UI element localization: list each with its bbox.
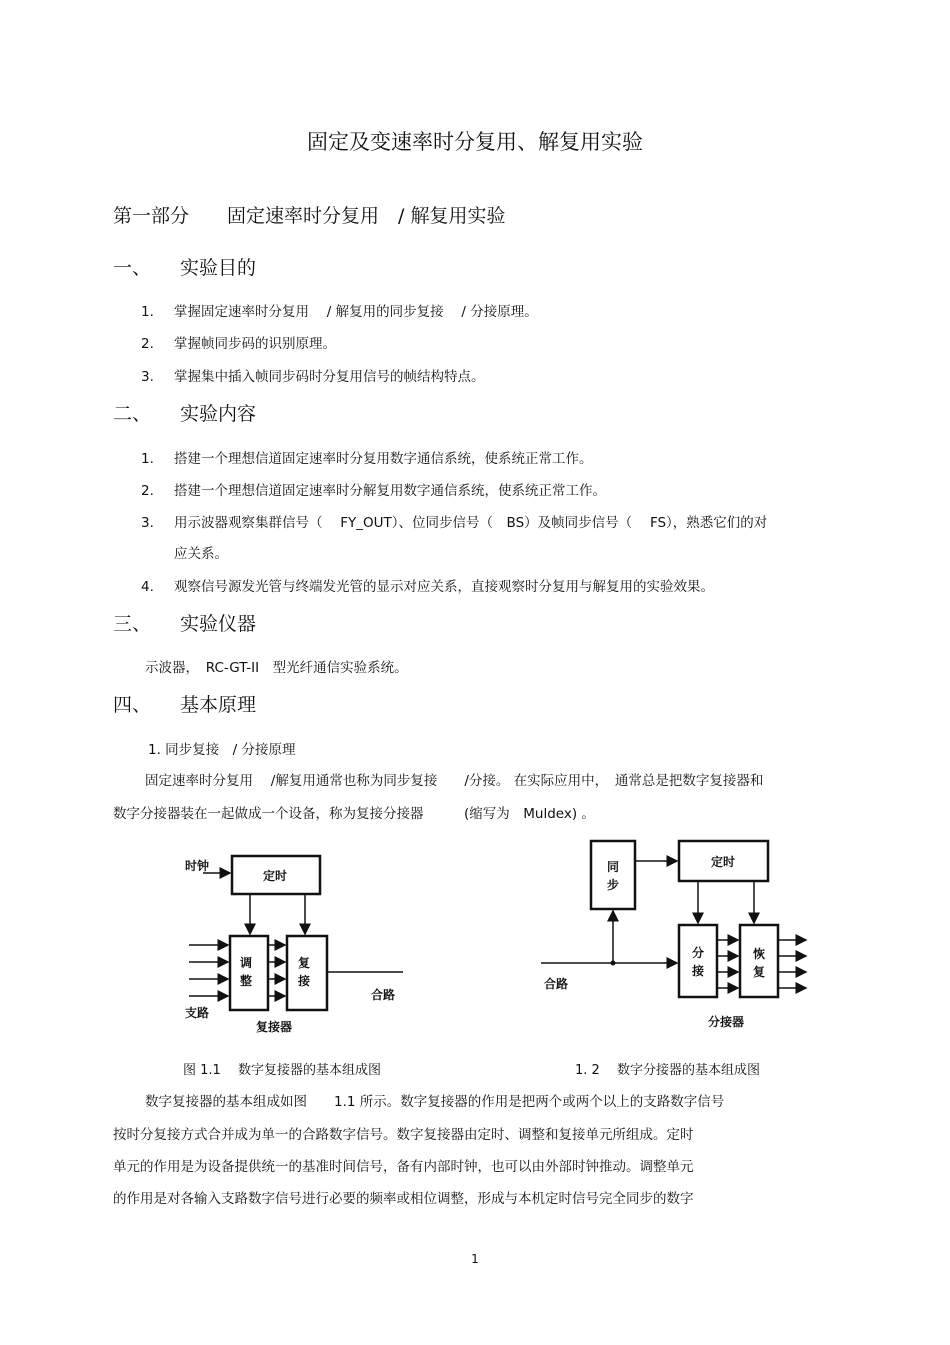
- junction-dot: [611, 961, 616, 966]
- adjust-label: 调: [240, 956, 253, 970]
- recover-label: 恢: [753, 947, 766, 961]
- section-number: 四、: [113, 694, 152, 716]
- mux-label: 复: [298, 956, 311, 970]
- list-text: 掌握集中插入帧同步码时分复用信号的帧结构特点。: [174, 369, 485, 385]
- figure-multiplexer: [175, 845, 415, 1040]
- section-heading-objectives: [113, 253, 256, 280]
- mux-block: [287, 936, 327, 1010]
- list-text: 掌握帧同步码的识别原理。: [174, 336, 336, 352]
- section-number: 三、: [113, 613, 152, 635]
- figure-caption: 1. 2 数字分接器的基本组成图: [575, 1063, 760, 1078]
- list-number: 3.: [141, 369, 154, 385]
- list-number: 1.: [141, 304, 154, 320]
- adjust-label: 整: [240, 974, 253, 988]
- adjust-block: [230, 936, 268, 1010]
- section-heading-instruments: [113, 609, 256, 636]
- demux-label: 分: [692, 946, 705, 960]
- list-number: 1.: [141, 451, 154, 467]
- section-title: 实验仪器: [180, 613, 257, 635]
- list-item: [141, 300, 538, 320]
- list-item: [141, 365, 485, 385]
- recover-label: 复: [753, 965, 766, 979]
- list-text: 观察信号源发光管与终端发光管的显示对应关系，直接观察时分复用与解复用的实验效果。: [174, 579, 714, 595]
- list-item: [141, 511, 767, 531]
- mux-label: 接: [298, 974, 311, 988]
- timing-label: 定时: [263, 869, 288, 883]
- list-text: 用示波器观察集群信号（ FY_OUT）、位同步信号（ BS）及帧同步信号（ FS），熟悉它们的对: [174, 515, 768, 531]
- timing-label: 定时: [711, 855, 736, 869]
- figure-name-label: 复接器: [256, 1020, 293, 1034]
- list-item-continuation: 应关系。: [174, 546, 228, 562]
- recover-block: [740, 925, 778, 997]
- list-number: 2.: [141, 483, 154, 499]
- page-number: 1: [471, 1252, 479, 1266]
- demux-block: [679, 925, 717, 997]
- paragraph-line: 固定速率时分复用 /解复用通常也称为同步复接 /分接。 在实际应用中， 通常总是把数字复接器和: [145, 773, 764, 789]
- list-text: 掌握固定速率时分复用 / 解复用的同步复接 / 分接原理。: [174, 304, 538, 320]
- paragraph-line: 单元的作用是为设备提供统一的基准时间信号，备有内部时钟，也可以由外部时钟推动。调整单元: [113, 1159, 694, 1175]
- subheading: 1. 同步复接 / 分接原理: [148, 742, 296, 758]
- section-number: 二、: [113, 403, 152, 425]
- demux-label: 接: [692, 964, 705, 978]
- figure-caption: 图 1.1 数字复接器的基本组成图: [183, 1063, 381, 1078]
- branch-label: 支路: [185, 1006, 210, 1020]
- figure-demultiplexer: [536, 836, 816, 1036]
- list-item: [141, 447, 593, 467]
- paragraph-line: 数字复接器的基本组成如图 1.1 所示。数字复接器的作用是把两个或两个以上的支路数字信号: [145, 1094, 725, 1110]
- combined-label: 合路: [371, 988, 396, 1002]
- list-number: 4.: [141, 579, 154, 595]
- paragraph-line: 数字分接器装在一起做成一个设备，称为复接分接器 (缩写为 Muldex) 。: [113, 806, 595, 822]
- list-text: 搭建一个理想信道固定速率时分解复用数字通信系统，使系统正常工作。: [174, 483, 606, 499]
- paragraph-line: 的作用是对各输入支路数字信号进行必要的频率或相位调整，形成与本机定时信号完全同步的数字: [113, 1191, 694, 1207]
- list-item: [141, 575, 714, 595]
- section-title: 实验内容: [180, 403, 257, 425]
- section-title: 基本原理: [180, 694, 257, 716]
- section-heading-contents: [113, 399, 256, 426]
- list-text: 搭建一个理想信道固定速率时分复用数字通信系统，使系统正常工作。: [174, 451, 593, 467]
- part-heading: 第一部分 固定速率时分复用 / 解复用实验: [113, 205, 506, 227]
- list-number: 3.: [141, 515, 154, 531]
- section-number: 一、: [113, 257, 152, 279]
- figure-name-label: 分接器: [708, 1015, 745, 1029]
- clock-label: 时钟: [185, 859, 210, 873]
- section-title: 实验目的: [180, 257, 257, 279]
- list-item: [141, 479, 606, 499]
- page-title: 固定及变速率时分复用、解复用实验: [307, 130, 643, 154]
- paragraph-line: 按时分复接方式合并成为单一的合路数字信号。数字复接器由定时、调整和复接单元所组成。定时: [113, 1127, 694, 1143]
- sync-label: 同: [607, 860, 620, 874]
- instruments-text: 示波器， RC-GT-II 型光纤通信实验系统。: [145, 660, 408, 676]
- list-number: 2.: [141, 336, 154, 352]
- sync-label: 步: [607, 878, 620, 892]
- section-heading-principle: [113, 690, 256, 717]
- sync-block: [591, 841, 635, 909]
- list-item: [141, 332, 336, 352]
- combined-label: 合路: [544, 977, 569, 991]
